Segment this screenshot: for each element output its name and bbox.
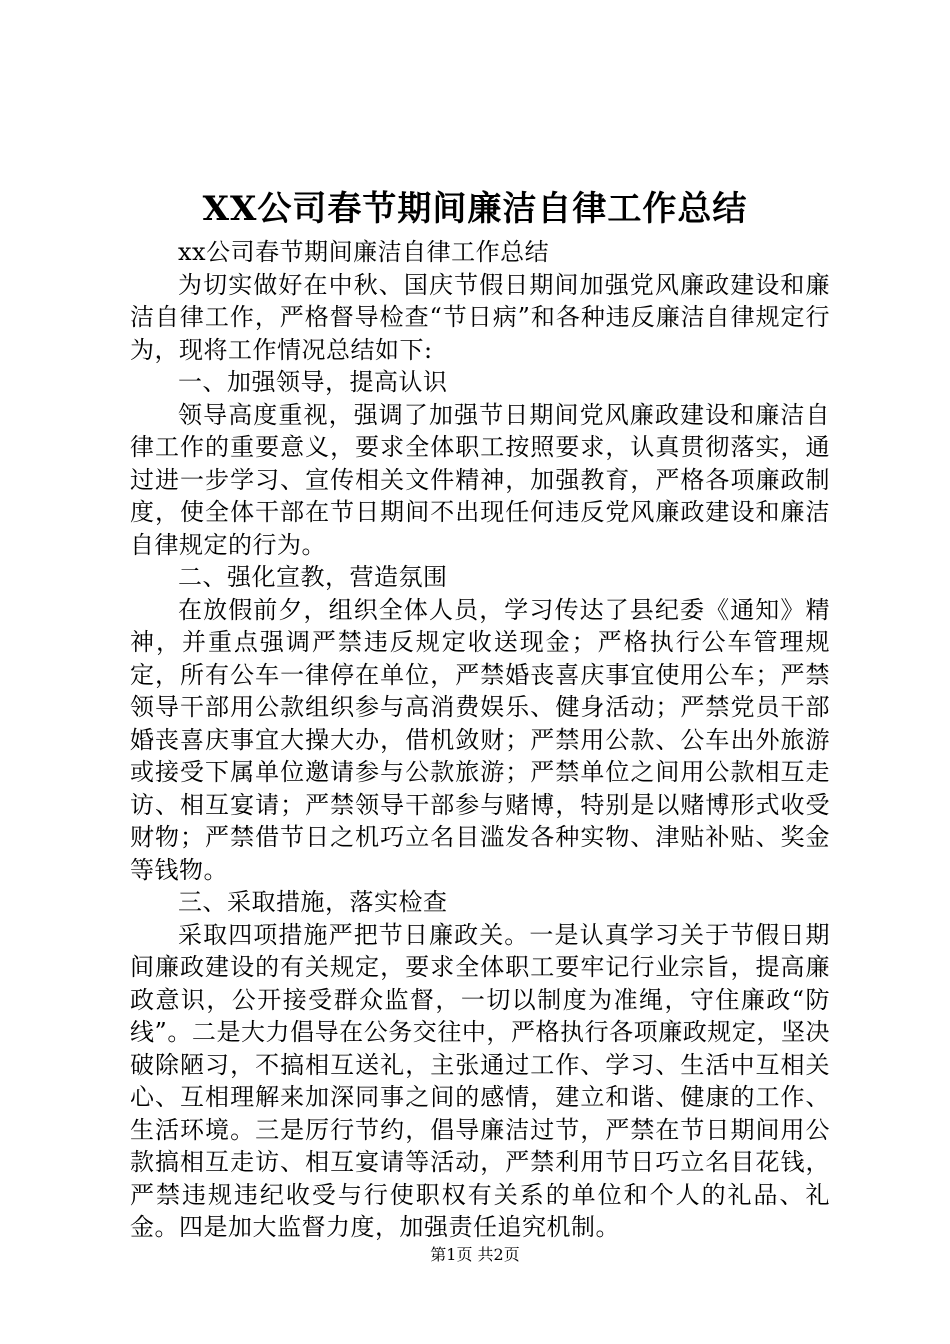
page-number: 第1页 共2页 (430, 1245, 520, 1264)
body-paragraph: 领导高度重视，强调了加强节日期间党风廉政建设和廉洁自律工作的重要意义，要求全体职工按照要求，认真贯彻落实，通过进一步学习、宣传相关文件精神，加强教育，严格各项廉政制度，使全体干部在节日期间不出现任何违反党风廉政建设和廉洁自律规定的行为。 (130, 400, 830, 559)
section-heading: 二、强化宣教，营造氛围 (178, 563, 448, 591)
body-paragraph: 为切实做好在中秋、国庆节假日期间加强党风廉政建设和廉洁自律工作，严格督导检查“节日病”和各种违反廉洁自律规定行为，现将工作情况总结如下: (130, 270, 830, 364)
document-body (130, 236, 830, 1244)
body-paragraph: xx公司春节期间廉洁自律工作总结 (178, 238, 550, 266)
section-heading: 一、加强领导，提高认识 (178, 368, 448, 396)
document-title: XX公司春节期间廉洁自律工作总结 (202, 189, 748, 229)
body-paragraph: 采取四项措施严把节日廉政关。一是认真学习关于节假日期间廉政建设的有关规定，要求全体职工要牢记行业宗旨，提高廉政意识，公开接受群众监督，一切以制度为准绳，守住廉政“防线”。二是大力倡导在公务交往中，严格执行各项廉政规定，坚决破除陋习，不搞相互送礼，主张通过工作、学习、生活中互相关心、互相理解来加深同事之间的感情，建立和谐、健康的工作、生活环境。三是厉行节约，倡导廉洁过节，严禁在节日期间用公款搞相互走访、相互宴请等活动，严禁利用节日巧立名目花钱，严禁违规违纪收受与行使职权有关系的单位和个人的礼品、礼金。四是加大监督力度，加强责任追究机制。 (130, 920, 830, 1241)
section-heading: 三、采取措施，落实检查 (178, 888, 448, 916)
body-paragraph: 在放假前夕，组织全体人员，学习传达了县纪委《通知》精神，并重点强调严禁违反规定收送现金；严格执行公车管理规定，所有公车一律停在单位，严禁婚丧喜庆事宜使用公车；严禁领导干部用公款组织参与高消费娱乐、健身活动；严禁党员干部婚丧喜庆事宜大操大办，借机敛财；严禁用公款、公车出外旅游或接受下属单位邀请参与公款旅游；严禁单位之间用公款相互走访、相互宴请；严禁领导干部参与赌博，特别是以赌博形式收受财物；严禁借节日之机巧立名目滥发各种实物、津贴补贴、奖金等钱物。 (130, 595, 830, 884)
